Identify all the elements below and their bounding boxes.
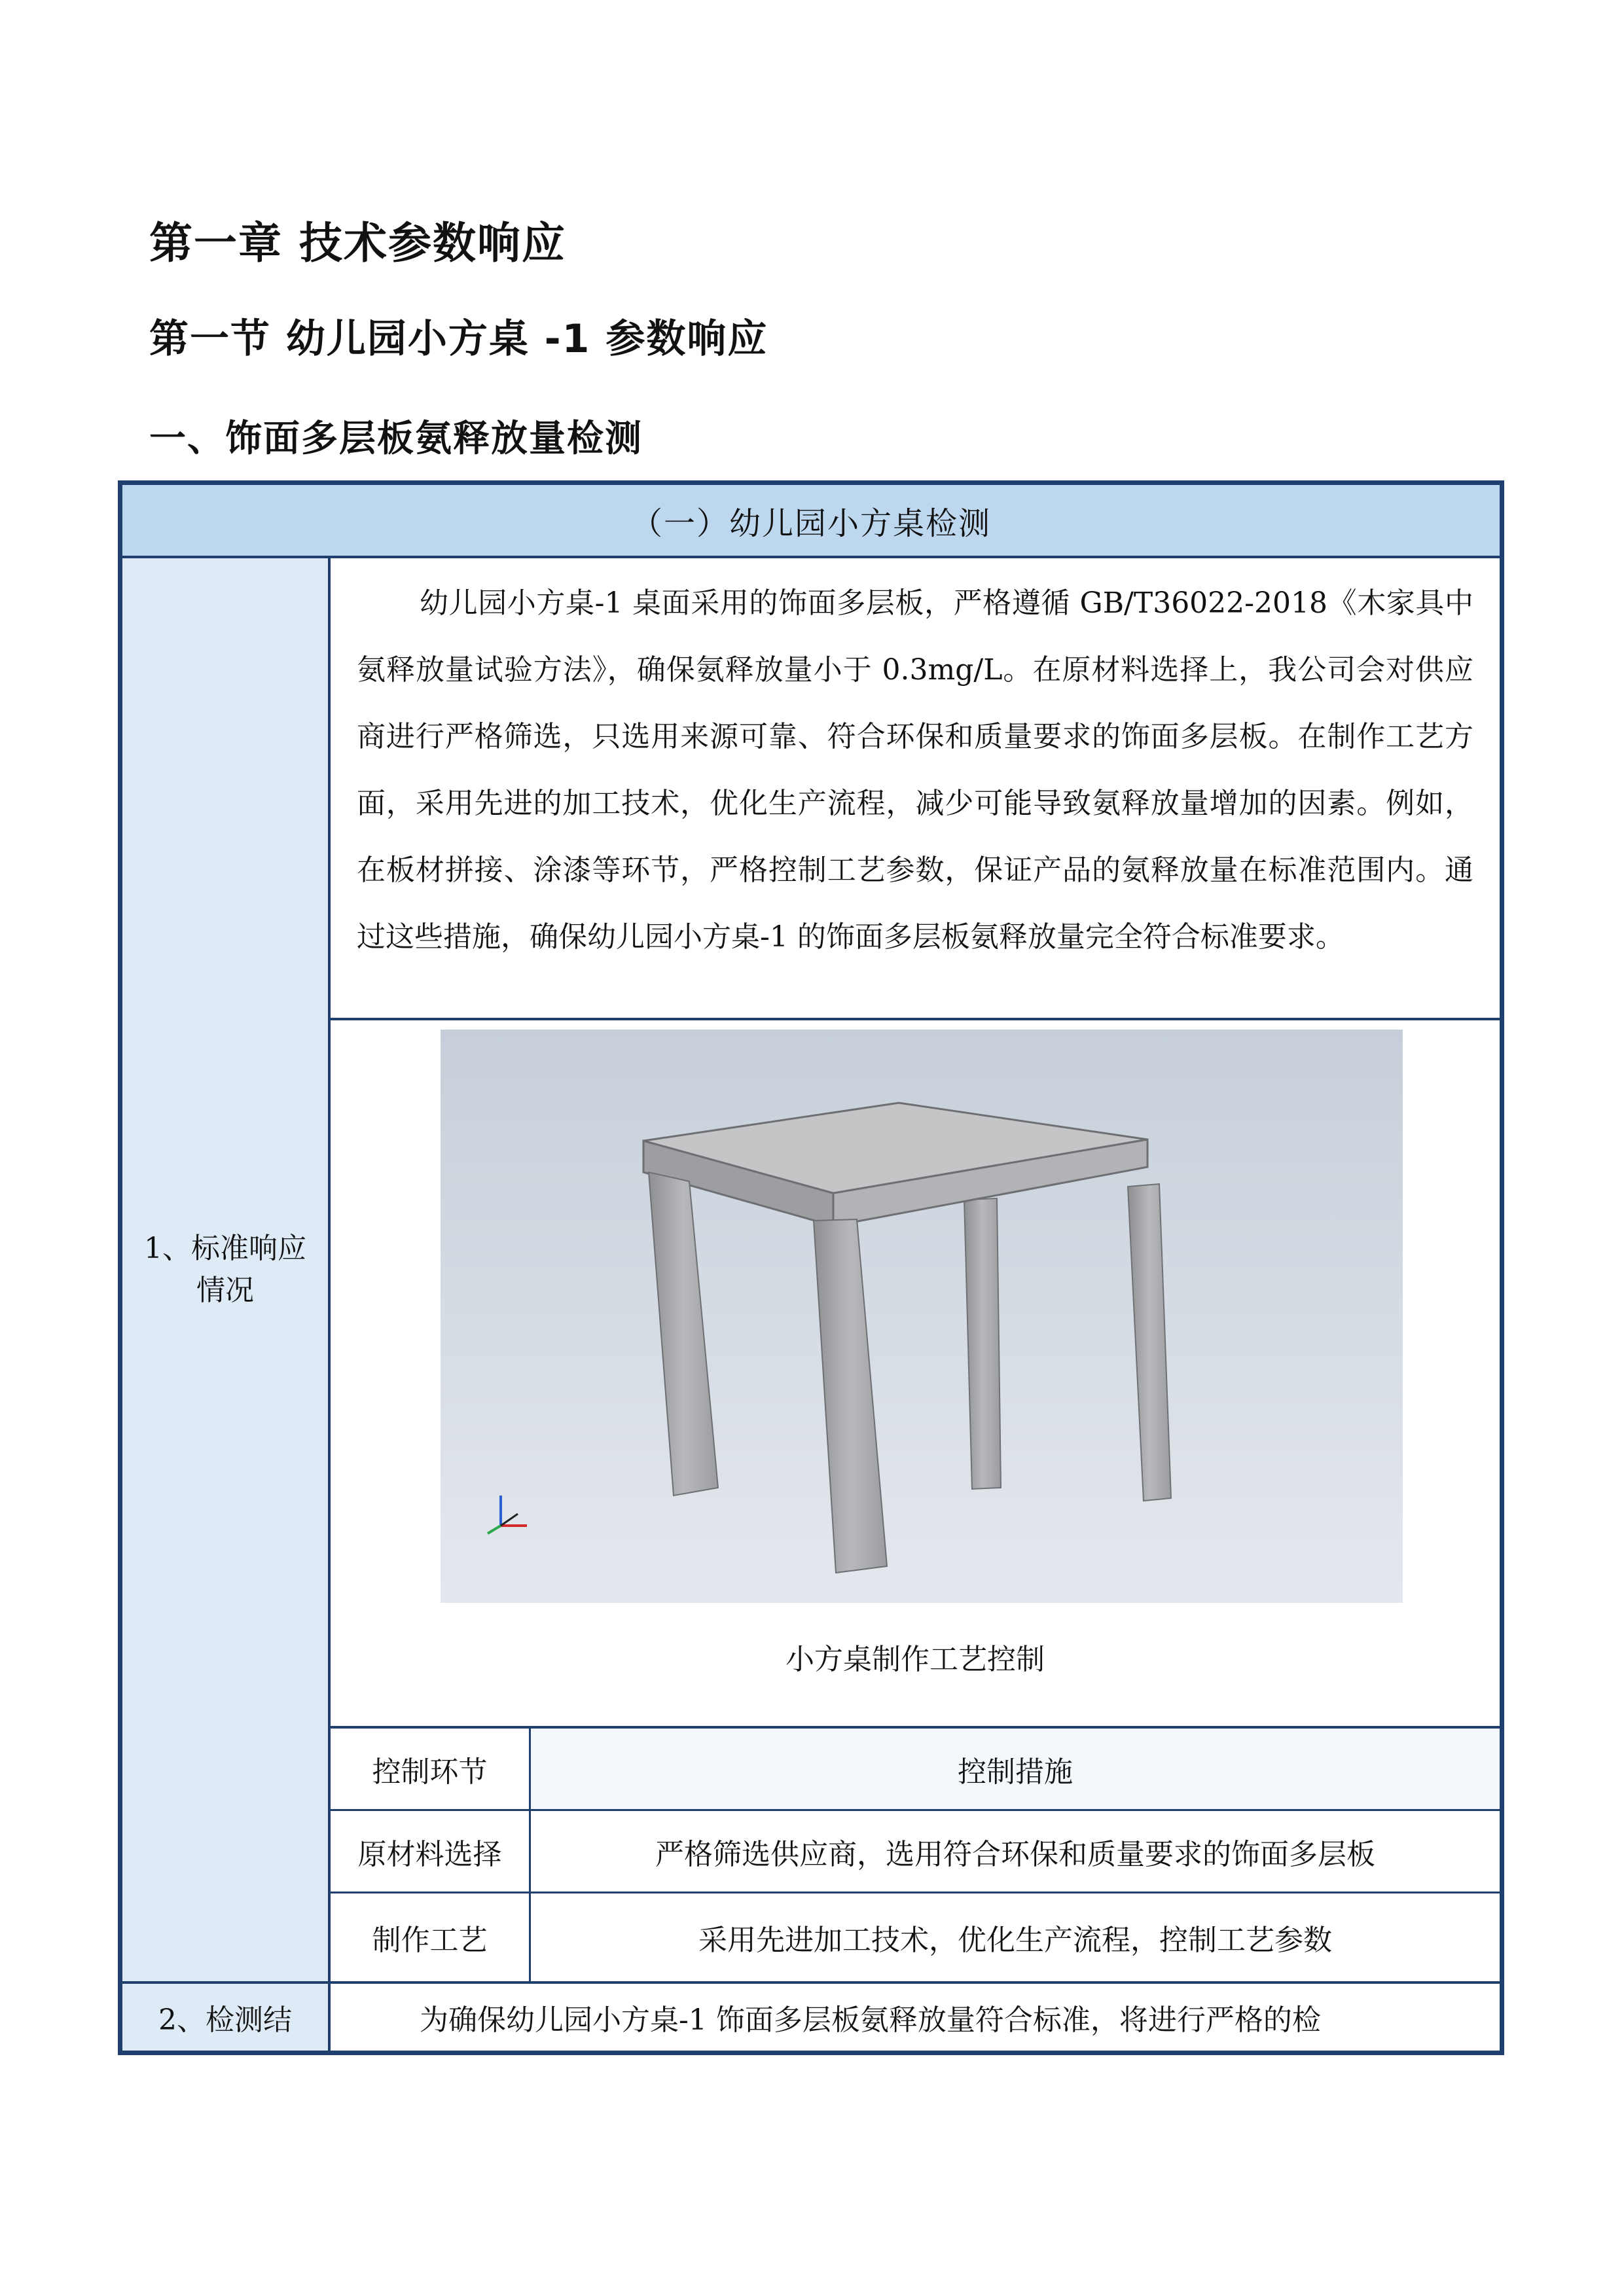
header-control-measure: 控制措施 — [531, 1729, 1500, 1809]
chapter-title: 第一章 技术参数响应 — [149, 218, 566, 268]
row-label-standard-response — [122, 558, 331, 1984]
row-label-test-result: 2、检测结 — [122, 1984, 331, 2051]
test-result-text: 为确保幼儿园小方桌-1 饰面多层板氨释放量符合标准，将进行严格的检 — [420, 2003, 1321, 2037]
control-measure-cell: 严格筛选供应商，选用符合环保和质量要求的饰面多层板 — [655, 1837, 1375, 1871]
table-title: （一）幼儿园小方桌检测 — [122, 485, 1500, 558]
image-caption: 小方桌制作工艺控制 — [785, 1643, 1045, 1676]
header-control-stage: 控制环节 — [331, 1729, 531, 1809]
image-cell — [331, 1020, 1500, 1729]
inspection-table — [118, 480, 1504, 2055]
table-row — [331, 1893, 1500, 1981]
section-title: 第一节 幼儿园小方桌 -1 参数响应 — [149, 316, 768, 362]
table-render-image — [441, 1030, 1403, 1603]
test-result-text-cell — [331, 1984, 1500, 2051]
row-label-text: 1、标准响应情况 — [144, 1232, 306, 1307]
control-stage-cell: 原材料选择 — [331, 1811, 531, 1892]
subsection-title: 一、饰面多层板氨释放量检测 — [149, 418, 643, 460]
table-row — [331, 1811, 1500, 1893]
control-table — [331, 1729, 1500, 1984]
response-paragraph: 幼儿园小方桌-1 桌面采用的饰面多层板，严格遵循 GB/T36022-2018《木家具中氨释放量试验方法》，确保氨释放量小于 0.3mg/L。在原材料选择上，我公司会对供应商进行严格筛选，只选用来源可靠、符合环保和质量要求的饰面多层板。在制作工艺方面，采用先进的加工技术，优化生产流程，减少可能导致氨释放量增加的因素。例如，在板材拼接、涂漆等环节，严格控制工艺参数，保证产品的氨释放量在标准范围内。通过这些措施，确保幼儿园小方桌-1 的饰面多层板氨释放量完全符合标准要求。 — [357, 586, 1473, 954]
control-stage-cell: 制作工艺 — [331, 1893, 531, 1981]
response-paragraph-cell — [331, 558, 1500, 1020]
control-measure-cell: 采用先进加工技术，优化生产流程，控制工艺参数 — [698, 1924, 1332, 1957]
control-table-header-row — [331, 1729, 1500, 1811]
